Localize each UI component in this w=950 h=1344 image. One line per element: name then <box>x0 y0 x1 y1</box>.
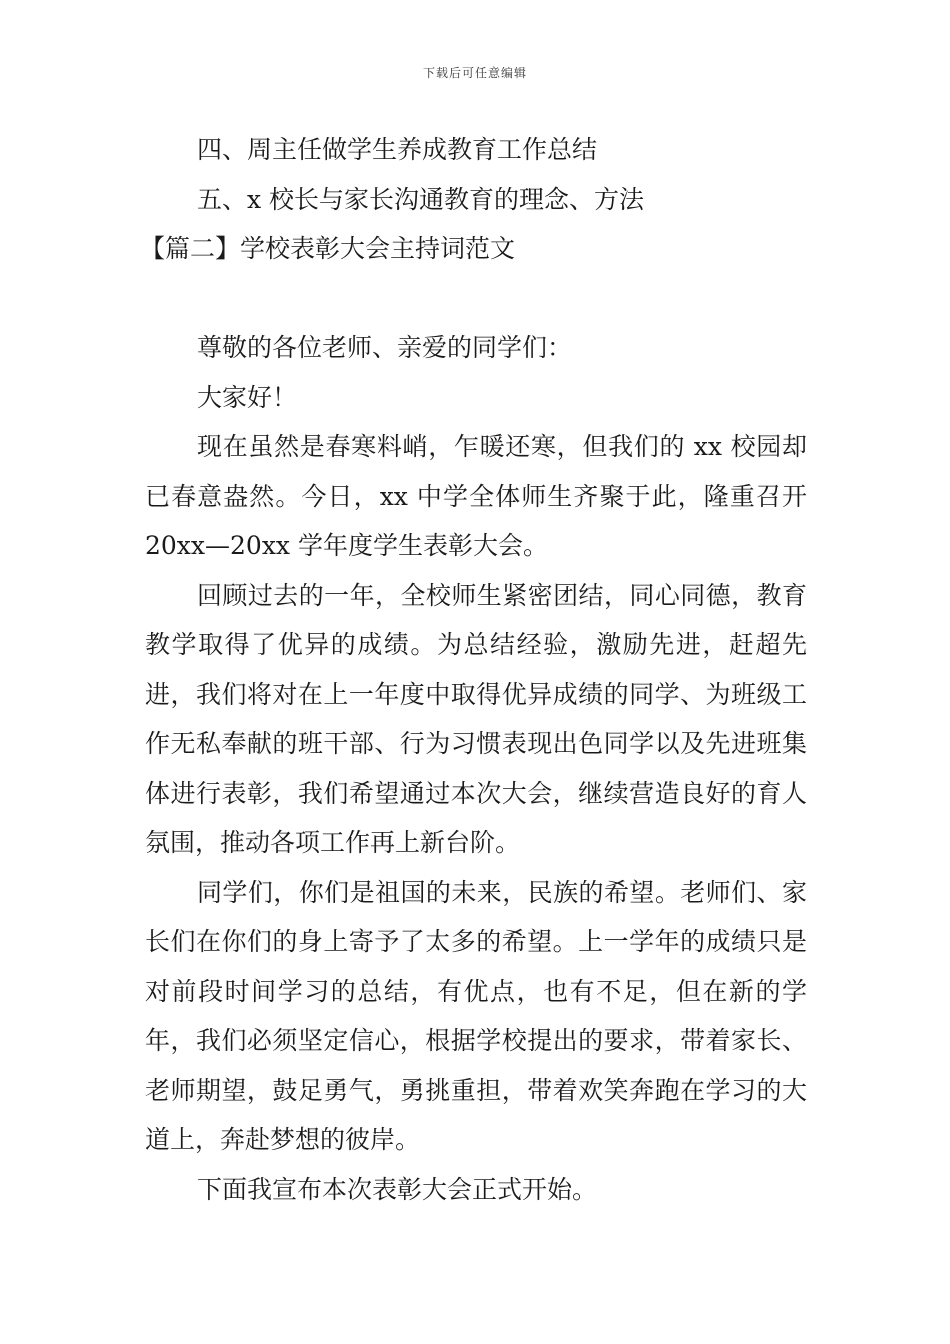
greeting: 大家好！ <box>197 382 298 412</box>
list-item-4: 四、周主任做学生养成教育工作总结 <box>197 135 598 164</box>
paragraph-4: 下面我宣布本次表彰大会正式开始。 <box>197 1174 598 1204</box>
paragraph-2: 回顾过去的一年，全校师生紧密团结，同心同德，教育教学取得了优异的成绩。为总结经验，激励先进，赶超先进，我们将对在上一年度中取得优异成绩的同学、为班级工作无私奉献的班干部、行为习惯表现出色同学以及先进班集体进行表彰，我们希望通过本次大会，继续营造良好的育人氛围，推动各项工作再上新台阶。 <box>145 580 807 857</box>
list-item-5: 五、x 校长与家长沟通教育的理念、方法 <box>197 184 645 214</box>
paragraph-3: 同学们，你们是祖国的未来，民族的希望。老师们、家长们在你们的身上寄予了太多的希望。上一学年的成绩只是对前段时间学习的总结，有优点，也有不足，但在新的学年，我们必须坚定信心，根据学校提出的要求，带着家长、老师期望，鼓足勇气，勇挑重担，带着欢笑奔跑在学习的大道上，奔赴梦想的彼岸。 <box>145 877 807 1154</box>
section-title: 【篇二】学校表彰大会主持词范文 <box>140 234 516 263</box>
blank-line <box>145 274 807 324</box>
page-header-note: 下载后可任意编辑 <box>422 66 527 80</box>
document-body <box>140 125 808 1214</box>
paragraph-1: 现在虽然是春寒料峭，乍暖还寒，但我们的 xx 校园却已春意盎然。今日，xx 中学全体师生齐聚于此，隆重召开 20xx—20xx 学年度学生表彰大会。 <box>145 432 808 560</box>
salutation: 尊敬的各位老师、亲爱的同学们： <box>197 333 573 362</box>
